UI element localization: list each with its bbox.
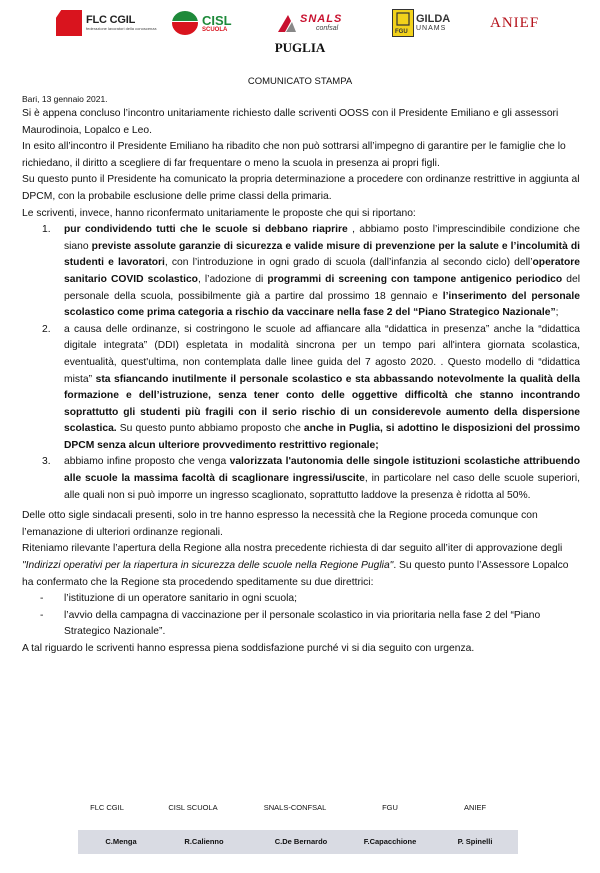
cisl-logo-title: CISL — [202, 12, 232, 28]
fgu-badge-icon — [392, 9, 414, 37]
signature-org: CISL SCUOLA — [168, 803, 218, 812]
text: abbiamo infine proposto che venga — [64, 456, 230, 468]
signature-org: FLC CGIL — [90, 803, 124, 812]
signature-org: ANIEF — [463, 803, 487, 812]
bold-text: operatore sanitario COVID scolastico — [64, 257, 580, 285]
signature-name: C.Menga — [105, 837, 137, 846]
document-date: Bari, 13 gennaio 2021. — [22, 94, 108, 104]
list-number: 1. — [42, 224, 51, 236]
flc-cgil-logo — [56, 8, 157, 38]
bold-text: previste assolute garanzie di sicurezza e valide misure di prevenzione per la salute e l’incolumità di studenti e lavoratori — [64, 240, 580, 269]
flc-red-square-icon — [56, 10, 82, 36]
text: l’avvio della campagna di vaccinazione per il personale scolastico in via prioritaria nella fase 2 del “Piano Strategico Nazionale”. — [64, 609, 541, 638]
bold-text: sta sfiancando inutilmente il personale scolastico e sta abbassando notevolmente la qualità della formazione e dell’istruzione, senza tener conto delle oggettive difficoltà che stanno incontrando soprattutto gli studenti più fragili con il serio rischio di un considerevole aumento della dispersione scolastica. — [64, 373, 580, 435]
region-heading: PUGLIA — [274, 40, 326, 55]
paragraph-president: In esito all’incontro il Presidente Emiliano ha ribadito che non può sottrarsi all’impegno di garantire per le famiglie che lo richiedano, il diritto a scegliere di far frequentare o meno la scuola in presenza ai propri figli. — [22, 141, 566, 169]
signature-org: SNALS-CONFSAL — [263, 803, 327, 812]
list-item — [22, 608, 580, 641]
paragraph-meeting: Si è appena concluso l’incontro unitariamente richiesto dalle scriventi OOSS con il Presidente Emiliano e gli assessori Maurodinoia, Lopalco e Leo. — [22, 108, 559, 136]
text: , con l’introduzione in ogni grado di scuola (dall’infanzia al secondo ciclo) dell’ — [164, 257, 533, 269]
cisl-logo-subtitle: SCUOLA — [202, 26, 228, 33]
text: . Su questo punto l’Assessore Lopalco ha confermato che la Regione sta procedendo speditamente su due direttrici: — [22, 560, 569, 588]
gilda-logo-subtitle: UNAMS — [416, 25, 447, 32]
logo-bar — [0, 8, 600, 40]
bold-text: valorizzata l'autonomia delle singole istituzioni scolastiche attribuendo alle scuole la massima facoltà di scaglionare ingressi/uscite — [64, 456, 580, 485]
bold-text: anche in Puglia, si adottino le disposizioni del prossimo DPCM senza alcun ulteriore provvedimento restrittivo regionale; — [64, 423, 580, 451]
bold-text: programmi di screening con tampone antigenico periodico — [267, 273, 563, 285]
cisl-scuola-logo — [172, 8, 232, 38]
text: l’istituzione di un operatore sanitario in ogni scuola; — [64, 593, 297, 605]
flc-logo-title: FLC CGIL — [86, 14, 136, 26]
flc-logo-subtitle: federazione lavoratori della conoscenza — [86, 26, 157, 31]
text: , in particolare nel caso delle scuole superiori, alle quali non si può imporre un ingresso scaglionato, soprattutto laddove la presenza è ridotta al 50%. — [64, 473, 581, 501]
paragraph-region-opening — [22, 541, 580, 591]
paragraph-satisfaction: A tal riguardo le scriventi hanno espressa piena soddisfazione purché vi si dia seguito con urgenza. — [22, 643, 475, 654]
directives-list — [22, 591, 580, 641]
signature-name: R.Calienno — [184, 837, 224, 846]
gilda-logo-title: GILDA — [416, 13, 451, 25]
dash-marker: - — [40, 609, 44, 621]
snals-arrow-icon — [276, 12, 298, 34]
text: del personale della scuola, possibilmente già a partire dal prossimo 18 gennaio e — [64, 273, 580, 302]
proposals-list — [22, 222, 580, 504]
paragraph-other-unions: Delle otto sigle sindacali presenti, solo in tre hanno espresso la necessità che la Regione proceda comunque con l’emanazione di ulteriori ordinanze regionali. — [22, 510, 538, 538]
signature-org: FGU — [382, 803, 398, 812]
signature-name: F.Capacchione — [363, 837, 417, 846]
document-title: COMUNICATO STAMPA — [247, 76, 353, 87]
list-item — [22, 222, 580, 322]
signature-name: P. Spinelli — [457, 837, 493, 846]
snals-confsal-logo — [276, 8, 342, 38]
text: a causa delle ordinanze, si costringono le scuole ad affiancare alla “didattica in presenza” anche la “didattica digitale integrata” (DDI) espletata in modalità sincrona per un tempo pari all'intera giornata scolastica, eventualità, quest'ultima, non contemplata dalle linee guida del 7 agosto 2020. . Questo modello di “didattica mista” — [64, 323, 580, 385]
list-item — [22, 322, 580, 455]
italic-text: "Indirizzi operativi per la riapertura in sicurezza delle scuole nella Regione Puglia" — [22, 560, 394, 572]
snals-logo-subtitle: confsal — [316, 25, 339, 32]
list-number: 2. — [42, 323, 51, 335]
document-body — [22, 106, 580, 658]
text: Riteniamo rilevante l’apertura della Regione alla nostra precedente richiesta di dar seguito all’iter di approvazione degli — [22, 543, 563, 555]
text: Su questo punto abbiamo proposto che — [116, 423, 304, 435]
list-item — [22, 591, 580, 608]
bold-text: pur condividendo tutti che le scuole si debbano riaprire — [64, 224, 348, 236]
bold-text: l’inserimento del personale scolastico come prima categoria a rischio da vaccinare nella fase 2 del “Piano Strategico Nazionale” — [64, 290, 580, 319]
paragraph-ordinances: Su questo punto il Presidente ha comunicato la propria determinazione a procedere con ordinanze restrittive in aggiunta al DPCM, con la probabile esclusione delle prime classi della primaria. — [22, 174, 580, 202]
signature-orgs-row — [0, 803, 600, 817]
list-number: 3. — [42, 456, 51, 468]
gilda-unams-logo — [392, 8, 450, 38]
paragraph-proposals-intro: Le scriventi, invece, hanno riconfermato unitariamente le proposte che qui si riportano: — [22, 207, 416, 219]
text: ; — [555, 307, 559, 319]
svg-text:FGU: FGU — [395, 29, 408, 35]
anief-logo-title: ANIEF — [490, 14, 540, 31]
text: , abbiamo posto l’imprescindibile condizione che siano — [64, 224, 580, 252]
list-item — [22, 454, 580, 504]
text: , l’adozione di — [197, 273, 268, 285]
anief-logo — [490, 8, 539, 38]
cisl-flag-icon — [172, 11, 198, 35]
signature-name: C.De Bernardo — [274, 837, 328, 846]
snals-logo-title: SNALS — [300, 13, 343, 25]
signature-names-row — [78, 830, 518, 854]
dash-marker: - — [40, 593, 44, 605]
